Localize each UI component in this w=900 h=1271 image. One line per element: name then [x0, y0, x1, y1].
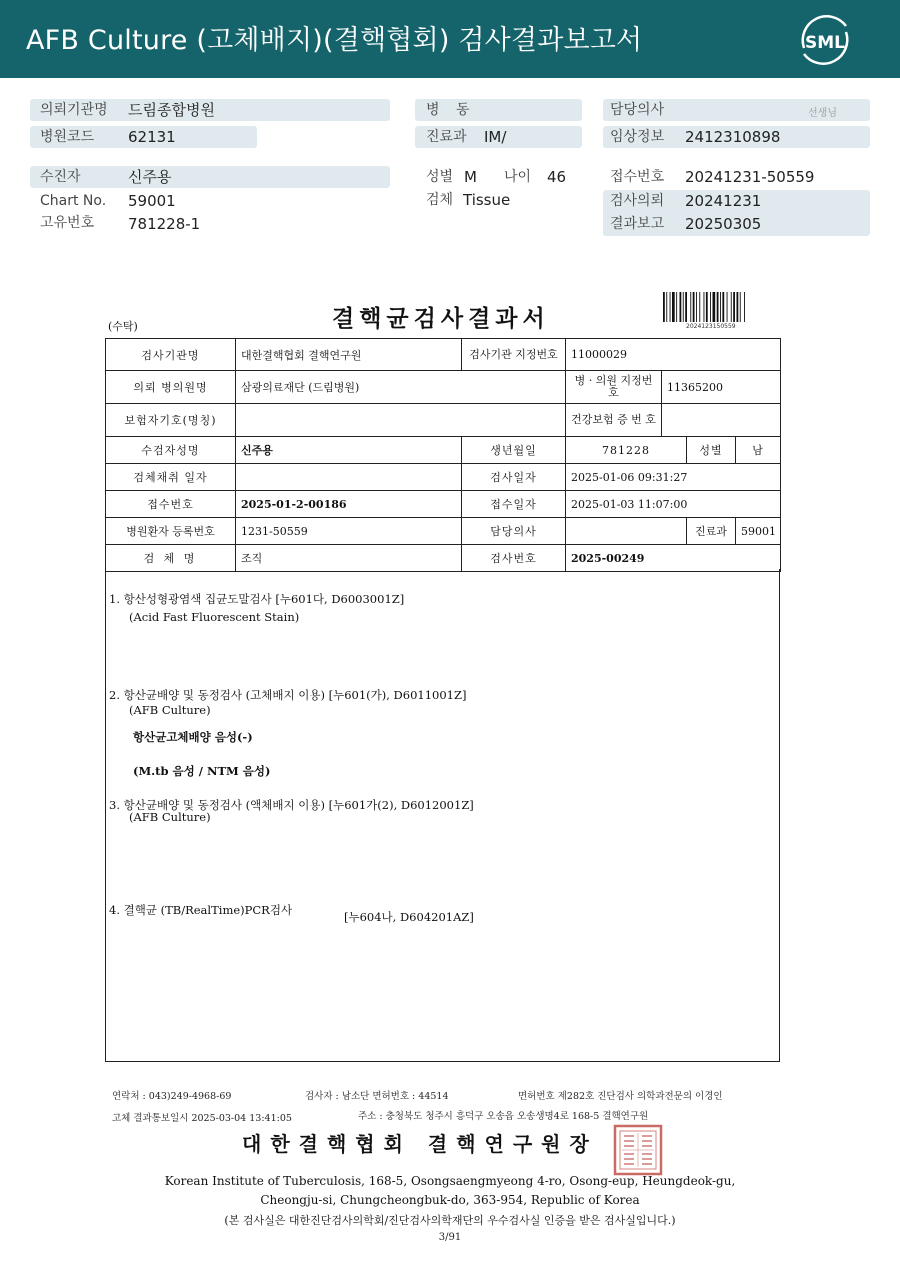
barcode-bar [722, 292, 724, 322]
barcode-bar [683, 292, 684, 322]
official-seal-icon [613, 1124, 663, 1176]
patient-name-label: 수검자성명 [106, 437, 236, 464]
insurer-value [236, 404, 566, 437]
item4-title: 4. 결핵균 (TB/RealTime)PCR검사 [109, 903, 293, 917]
test-no-label: 검사번호 [462, 545, 566, 572]
chart-value: 59001 [128, 192, 176, 210]
barcode-bar [676, 292, 677, 322]
patient-label: 수진자 [40, 169, 81, 185]
doctor-cell-label: 담당의사 [462, 518, 566, 545]
item1-title: 1. 항산성형광염색 집균도말검사 [누601다, D6003001Z] [109, 592, 405, 606]
barcode-bar [672, 292, 675, 322]
hospital-code-value: 62131 [128, 128, 176, 146]
report-subtitle: (수탁) [108, 320, 138, 333]
reg-no-value: 1231-50559 [236, 518, 462, 545]
receipt-date-value: 2025-01-03 11:07:00 [566, 491, 781, 518]
birth-label: 생년월일 [462, 437, 566, 464]
specimen-value: Tissue [463, 191, 511, 209]
barcode-bar [706, 292, 708, 322]
test-date-label: 검사일자 [462, 464, 566, 491]
health-ins-label: 건강보험 증 번 호 [566, 404, 662, 437]
item3-sub: (AFB Culture) [129, 810, 211, 824]
doctor-note: 선생님 [808, 108, 837, 119]
patient-name-value: 신주용 [236, 437, 462, 464]
barcode-bar [740, 292, 741, 322]
report-value: 20250305 [685, 215, 762, 233]
collect-date-value [236, 464, 462, 491]
unique-label: 고유번호 [40, 215, 95, 231]
logo-text: SML [805, 33, 845, 53]
doctor-label: 담당의사 [610, 102, 665, 118]
dept-cell-value: 59001 [736, 518, 781, 545]
barcode-number: 2024123150559 [686, 323, 736, 330]
item2-result-detail: (M.tb 음성 / NTM 음성) [133, 764, 271, 778]
insurer-label: 보험자기호(명칭) [106, 404, 236, 437]
sml-logo [796, 12, 854, 68]
receipt-date-label: 접수일자 [462, 491, 566, 518]
age-value: 46 [547, 168, 567, 186]
sex-label: 성별 [426, 169, 454, 185]
clinical-value: 2412310898 [685, 128, 781, 146]
requester-value: 드림종합병원 [128, 101, 215, 119]
unique-value: 781228-1 [128, 215, 201, 233]
barcode-bar [666, 292, 667, 322]
report-label: 결과보고 [610, 216, 665, 232]
lab-id-label: 검사기관 지정번호 [462, 339, 566, 371]
lab-name-value: 대한결핵협회 결핵연구원 [236, 339, 462, 371]
dept-cell-label: 진료과 [687, 518, 736, 545]
barcode-bar [690, 292, 691, 322]
receipt-no-value: 2025-01-2-00186 [236, 491, 462, 518]
barcode-bar [744, 292, 745, 322]
item3-title: 3. 항산균배양 및 동정검사 (액체배지 이용) [누601가(2), D6012001Z] [109, 798, 474, 812]
barcode-bar [699, 292, 700, 322]
barcode-bar [670, 292, 671, 322]
age-label: 나이 [504, 169, 532, 185]
ward-label: 병 동 [426, 102, 476, 118]
footer-contact: 연락처 : 043)249-4968-69 [112, 1091, 232, 1102]
barcode-bar [685, 292, 687, 322]
chart-label: Chart No. [40, 193, 107, 209]
request-value: 20241231 [685, 192, 762, 210]
patient-row [30, 166, 390, 188]
clinical-label: 임상정보 [610, 129, 665, 145]
item2-title: 2. 항산균배양 및 동정검사 (고체배지 이용) [누601(가), D6011001Z] [109, 688, 467, 702]
specimen-name-value: 조직 [236, 545, 462, 572]
sex-value: M [464, 168, 477, 186]
barcode-bar [727, 292, 728, 322]
lab-id-value: 11000029 [566, 339, 781, 371]
barcode-bar [680, 292, 682, 322]
footer-institute: 대한결핵협회 결핵연구원장 [242, 1132, 598, 1156]
page-number: 3/91 [438, 1232, 462, 1243]
req-hospital-value: 삼광의료재단 (드림병원) [236, 371, 566, 404]
sex-cell-value: 남 [736, 437, 781, 464]
patient-value: 신주용 [128, 168, 172, 186]
barcode-bar [663, 292, 665, 322]
barcode-bar [737, 292, 739, 322]
barcode-bar [713, 292, 716, 322]
req-hospital-label: 의뢰 병의원명 [106, 371, 236, 404]
test-date-value: 2025-01-06 09:31:27 [566, 464, 781, 491]
clinic-id-label: 병 · 의원 지정번호 [566, 371, 662, 404]
receipt-label: 접수번호 [610, 169, 665, 185]
health-ins-value [662, 404, 781, 437]
footer-notice-time: 고체 결과통보일시 2025-03-04 13:41:05 [112, 1113, 292, 1124]
item2-sub: (AFB Culture) [129, 703, 211, 717]
footer-tester: 검사자 : 남소단 면허번호 : 44514 [305, 1091, 449, 1102]
collect-date-label: 검체채취 일자 [106, 464, 236, 491]
report-doc-title: 결핵균검사결과서 [332, 305, 550, 332]
footer-certification: (본 검사실은 대한진단검사의학회/진단검사의학재단의 우수검사실 인증을 받은 검사실입니다.) [224, 1214, 676, 1227]
barcode-bar [693, 292, 695, 322]
footer-address-en-2: Cheongju-si, Chungcheongbuk-do, 363-954, Republic of Korea [260, 1193, 640, 1207]
barcode-bar [731, 292, 732, 322]
specimen-label: 검체 [426, 192, 454, 208]
receipt-value: 20241231-50559 [685, 168, 815, 186]
hospital-code-label: 병원코드 [40, 129, 95, 145]
footer-address-kr: 주소 : 충청북도 청주시 흥덕구 오송읍 오송생명4로 168-5 결핵연구원 [358, 1111, 649, 1122]
footer-address-en-1: Korean Institute of Tuberculosis, 168-5, Osongsaengmyeong 4-ro, Osong-eup, Heungdeok-gu, [164, 1174, 736, 1188]
barcode-bar [704, 292, 705, 322]
results-box [105, 569, 780, 1062]
reg-no-label: 병원환자 등록번호 [106, 518, 236, 545]
item1-sub: (Acid Fast Fluorescent Stain) [129, 610, 300, 624]
barcode-bar [696, 292, 697, 322]
requester-label: 의뢰기관명 [40, 102, 108, 118]
barcode-bar [733, 292, 735, 322]
test-no-value: 2025-00249 [566, 545, 781, 572]
barcode [662, 292, 764, 322]
receipt-no-label: 접수번호 [106, 491, 236, 518]
report-info-table [105, 338, 781, 572]
barcode-bar [720, 292, 721, 322]
report-title: AFB Culture (고체배지)(결핵협회) 검사결과보고서 [26, 25, 643, 56]
barcode-bar [717, 292, 719, 322]
lab-name-label: 검사기관명 [106, 339, 236, 371]
clinic-id-value: 11365200 [662, 371, 781, 404]
item4-code: [누604나, D604201AZ] [344, 910, 474, 924]
specimen-name-label: 검 체 명 [106, 545, 236, 572]
item2-result: 항산균고체배양 음성(-) [133, 730, 253, 744]
dept-value: IM/ [484, 128, 507, 146]
birth-value: 781228 [566, 437, 687, 464]
sex-cell-label: 성별 [687, 437, 736, 464]
doctor-cell-value [566, 518, 687, 545]
footer-license: 면허번호 제282호 진단검사 의학과전문의 이경인 [518, 1091, 723, 1102]
dept-label: 진료과 [426, 129, 467, 145]
header-banner [0, 0, 900, 78]
barcode-bar [710, 292, 711, 322]
request-label: 검사의뢰 [610, 193, 665, 209]
